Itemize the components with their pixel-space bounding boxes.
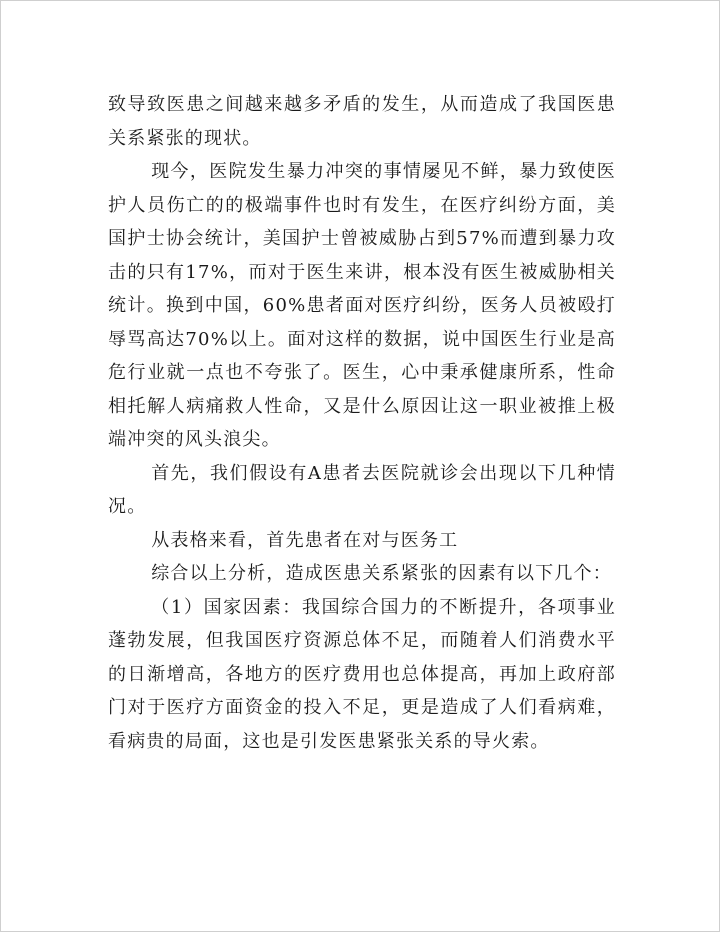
document-body xyxy=(108,88,616,758)
paragraph: 从表格来看，首先患者在对与医务工 xyxy=(151,529,459,551)
paragraph: 致导致医患之间越来越多矛盾的发生，从而造成了我国医患关系紧张的现状。 xyxy=(108,94,616,149)
paragraph: 综合以上分析，造成医患关系紧张的因素有以下几个： xyxy=(151,563,612,584)
paragraph: 现今，医院发生暴力冲突的事情屡见不鲜，暴力致使医护人员伤亡的的极端事件也时有发生，在医疗纠纷方面，美国护士协会统计，美国护士曾被威胁占到57%而遭到暴力攻击的只有17%，而对于医生来讲，根本没有医生被威胁相关统计。换到中国，60%患者面对医疗纠纷，医务人员被殴打辱骂高达70%以上。面对这样的数据，说中国医生行业是高危行业就一点也不夸张了。医生，心中秉承健康所系，性命相托解人病痛救人性命，又是什么原因让这一职业被推上极端冲突的风头浪尖。 xyxy=(108,161,616,450)
paragraph: （1）国家因素：我国综合国力的不断提升，各项事业蓬勃发展，但我国医疗资源总体不足，而随着人们消费水平的日渐增高，各地方的医疗费用也总体提高，再加上政府部门对于医疗方面资金的投入不足，更是造成了人们看病难，看病贵的局面，这也是引发医患紧张关系的导火索。 xyxy=(108,596,616,752)
paragraph: 首先，我们假设有A患者去医院就诊会出现以下几种情况。 xyxy=(108,462,616,517)
